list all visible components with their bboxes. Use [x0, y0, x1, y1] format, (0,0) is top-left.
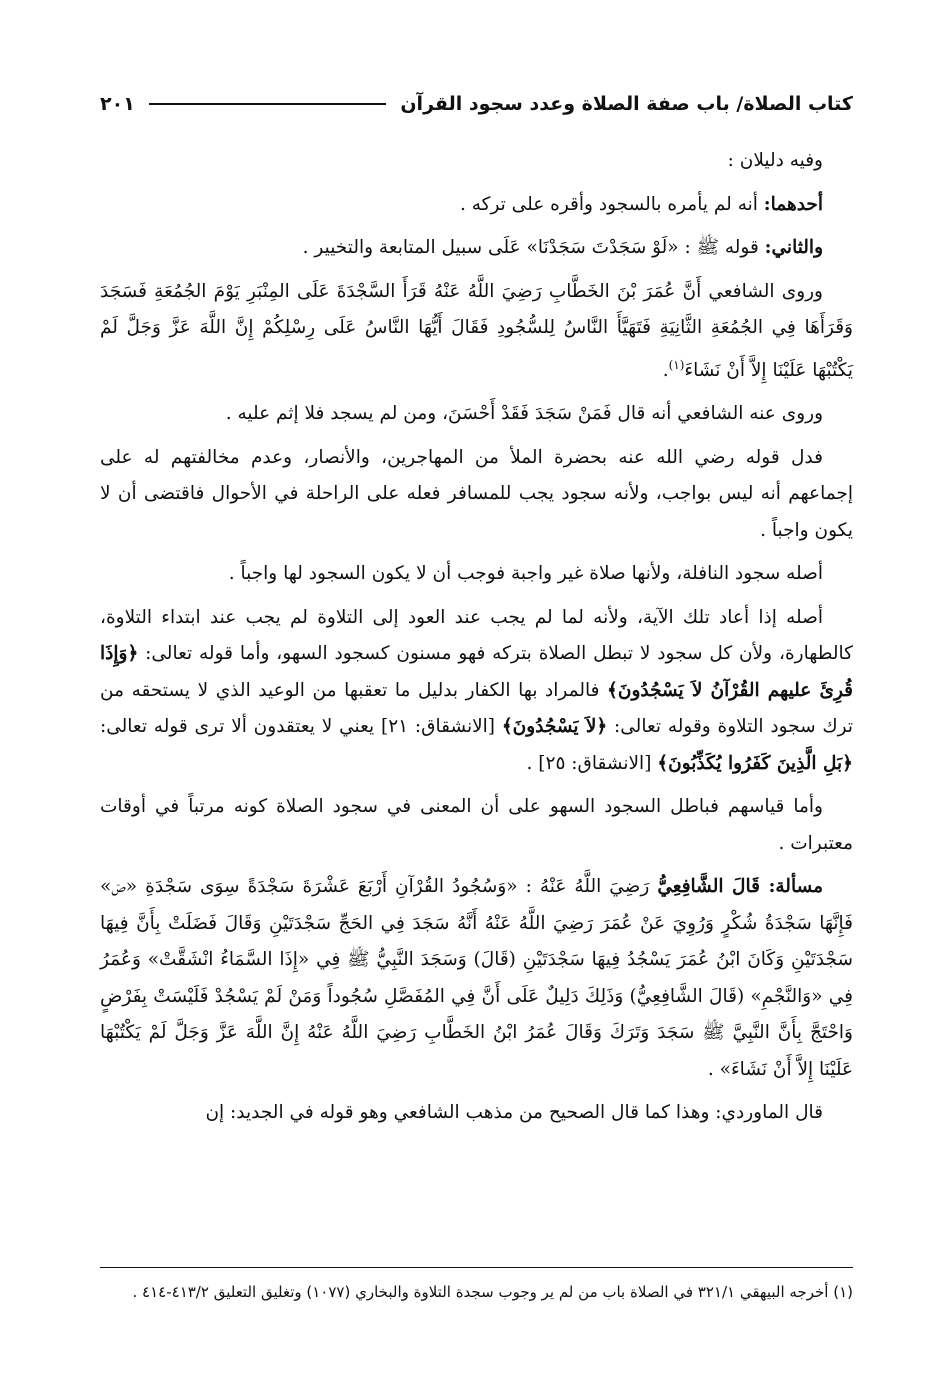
paragraph-9 — [100, 789, 853, 862]
paragraph-lead-2: قَالَ الشَّافِعِيُّ — [657, 876, 769, 898]
paragraph-10 — [100, 869, 853, 1088]
footnote-marker: (١) — [833, 1283, 853, 1301]
paragraph-text: وروى الشافعي أَنَّ عُمَرَ بْنَ الخَطَّابِ رَضِيَ اللَّهُ عَنْهُ قَرَأَ السَّجْدَةَ عَلَى المِنْبَرِ يَوْمَ الجُمُعَةِ فَسَجَدَ وَقَرَأَهَا فِي الجُمُعَةِ الثَّانِيَةِ فَتَهَيَّأَ النَّاسُ لِلسُّجُودِ فَقَالَ أَيُّهَا النَّاسُ عَلَى رِسْلِكُمْ إِنَّ اللَّهَ عَزَّ وَجَلَّ لَمْ يَكْتُبْهَا عَلَيْنَا إِلاَّ أَنْ نَشَاءَ — [100, 280, 853, 381]
quran-quote: ﴿بَلِ الَّذِينَ كَفَرُوا يُكَذِّبُونَ﴾ — [657, 752, 853, 774]
quran-quote: ﴿لاَ يَسْجُدُونَ﴾ — [501, 716, 608, 738]
paragraph-8 — [100, 600, 853, 783]
paragraph-text: فدل قوله رضي الله عنه بحضرة الملأ من المهاجرين، والأنصار، وعدم مخالفتهم له على إجماعهم أنه ليس بواجب، ولأنه سجود يجب للمسافر فعله على الراحلة في الأحوال فاقتضى أن لا يكون واجباً . — [100, 446, 853, 541]
paragraph-4 — [100, 274, 853, 390]
main-text — [100, 143, 853, 1139]
paragraph-text: وروى عنه الشافعي أنه قال فَمَنْ سَجَدَ فَقَدْ أَحْسَنَ، ومن لم يسجد فلا إثم عليه . — [225, 403, 823, 425]
quran-quote: ﴿وَإِذَا قُرِئَ عليهم القُرْآنُ لاَ يَسْجُدُونَ﴾ — [100, 643, 853, 701]
paragraph-text: وأما قياسهم فباطل السجود السهو على أن المعنى في سجود الصلاة كونه مرتباً في أوقات معتبرات . — [100, 796, 853, 854]
paragraph-6 — [100, 440, 853, 550]
paragraph-2 — [100, 187, 853, 224]
paragraph-11 — [100, 1095, 853, 1132]
paragraph-text-mid: فالمراد بها الكفار بدليل ما تعقبها من الوعيد الذي لا يستحقه من ترك سجود التلاوة وقوله تعالى: — [100, 679, 853, 738]
paragraph-text: قوله ﷺ : «لَوْ سَجَدْتَ سَجَدْنَا» عَلَى سبيل المتابعة والتخيير . — [302, 237, 765, 258]
paragraph-text: وفيه دليلان : — [727, 150, 823, 171]
paragraph-text-mid: [الانشقاق: ٢١] يعني لا يعتقدون ألا ترى قوله تعالى: — [100, 716, 502, 738]
paragraph-lead: مسألة: — [768, 876, 823, 898]
paragraph-tail: . — [662, 359, 669, 381]
footnote — [100, 1278, 853, 1307]
header-title: كتاب الصلاة/ باب صفة الصلاة وعدد سجود القرآن — [400, 93, 853, 115]
paragraph-text: قال الماوردي: وهذا كما قال الصحيح من مذهب الشافعي وهو قوله في الجديد: إن — [205, 1102, 823, 1124]
paragraph-text: رَضِيَ اللَّهُ عَنْهُ : «وَسُجُودُ القُرْآنِ أَرْبَعَ عَشْرَةَ سَجْدَةً سِوَى سَجْدَةِ «صۤ» فَإِنَّهَا سَجْدَةُ شُكْرٍ وَرُوِيَ عَنْ عُمَرَ رَضِيَ اللَّهُ عَنْهُ أَنَّهُ سَجَدَ فِي الحَجِّ سَجْدَتَيْنِ وَقَالَ فَضَلَتْ بِأَنَّ فِيهَا سَجْدَتَيْنِ وَكَانَ ابْنُ عُمَرَ يَسْجُدُ فِيهَا سَجْدَتَيْنِ (قَالَ) وَسَجَدَ النَّبِيُّ ﷺ فِي «إِذَا السَّمَاءُ انْشَقَّتْ» وَعُمَرُ فِي «وَالنَّجْمِ» (قَالَ الشَّافِعِيُّ) وَذَلِكَ دَلِيلٌ عَلَى أَنَّ فِي المُفَصَّلِ سُجُوداً وَمَنْ لَمْ يَسْجُدْ فَلَيْسَتْ بِفَرْضٍ وَاحْتَجَّ بِأَنَّ النَّبِيَّ ﷺ سَجَدَ وَتَرَكَ وَقَالَ عُمَرُ ابْنُ الخَطَّابِ رَضِيَ اللَّهُ عَنْهُ إِنَّ اللَّهَ عَزَّ وَجَلَّ لَمْ يَكْتُبْهَا عَلَيْنَا إِلاَّ أَنْ نَشَاءَ» . — [100, 876, 853, 1080]
paragraph-lead: أحدهما: — [763, 193, 823, 215]
paragraph-text: أنه لم يأمره بالسجود وأقره على تركه . — [459, 193, 764, 215]
paragraph-7 — [100, 556, 853, 593]
paragraph-text: أصله إذا أعاد تلك الآية، ولأنه لما لم يجب عند العود إلى التلاوة لم يجب عند ابتداء التلاوة، كالطهارة، ولأن كل سجود لا تبطل الصلاة بتركه فهو مسنون كسجود السهو، وأما قوله تعالى: — [100, 606, 853, 665]
paragraph-1 — [100, 143, 853, 180]
paragraph-5 — [100, 396, 853, 433]
footnote-ref[interactable]: (١) — [668, 357, 685, 372]
footnote-divider — [100, 1267, 853, 1268]
paragraph-tail: [الانشقاق: ٢٥] . — [526, 752, 658, 774]
running-header — [100, 86, 853, 122]
paragraph-lead: والثاني: — [764, 237, 823, 258]
page-number: ٢٠١ — [100, 93, 135, 115]
header-rule — [149, 103, 387, 105]
paragraph-3 — [100, 230, 853, 267]
paragraph-text: أصله سجود النافلة، ولأنها صلاة غير واجبة فوجب أن لا يكون السجود لها واجباً . — [228, 563, 823, 585]
footnote-text: أخرجه البيهقي ٣٢١/١ في الصلاة باب من لم ير وجوب سجدة التلاوة والبخاري (١٠٧٧) وتغليق التعليق ٤١٣/٢-٤١٤ . — [132, 1283, 829, 1301]
